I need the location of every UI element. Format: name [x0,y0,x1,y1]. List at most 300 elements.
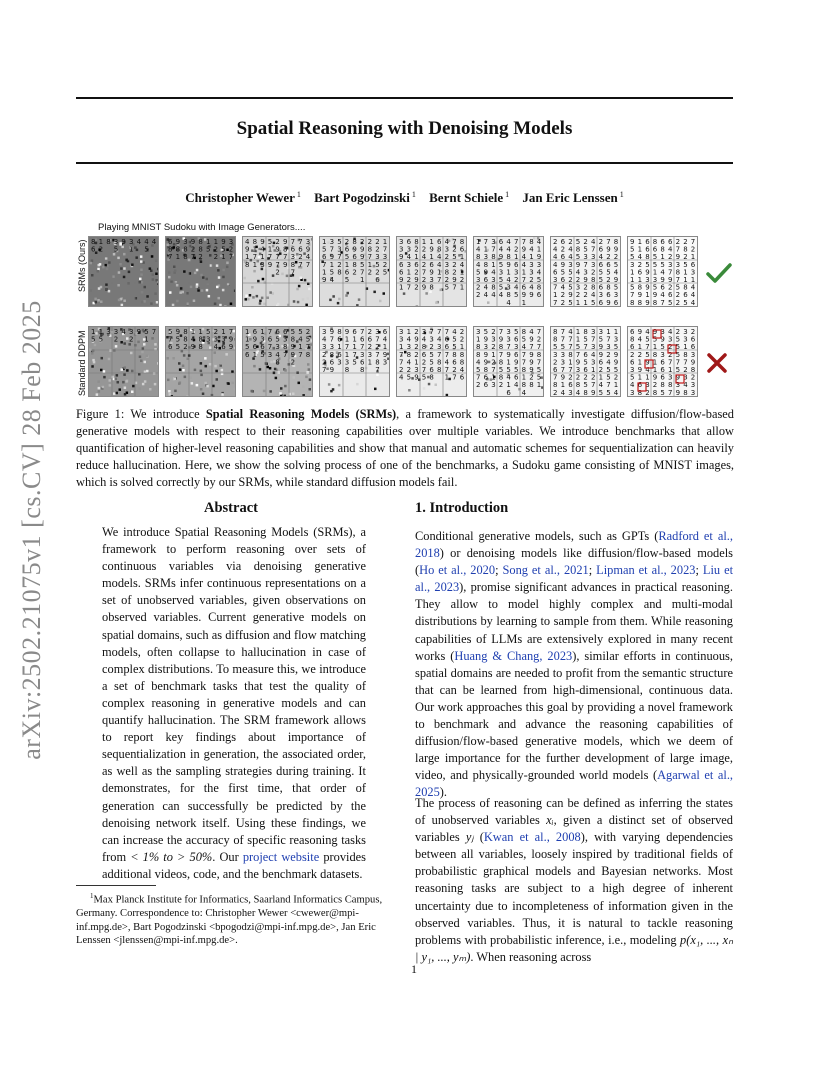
svg-text:2: 2 [491,343,496,352]
svg-text:7: 7 [483,238,489,246]
svg-text:6: 6 [637,268,643,277]
svg-text:3: 3 [630,260,635,269]
svg-text:3: 3 [583,253,588,262]
figure-1 [76,222,736,404]
svg-text:3: 3 [344,358,350,367]
svg-text:4: 4 [668,328,673,336]
svg-text:1: 1 [344,260,350,269]
svg-text:1: 1 [414,358,419,367]
svg-text:2: 2 [514,276,519,284]
citation[interactable]: Kwan et al., 2008 [483,830,581,845]
svg-text:8: 8 [275,358,280,367]
svg-text:7: 7 [568,366,573,374]
svg-text:1: 1 [575,335,581,344]
svg-text:9: 9 [483,358,489,367]
svg-text:2: 2 [476,291,481,300]
svg-text:6: 6 [498,238,504,246]
svg-text:5: 5 [613,283,619,292]
svg-text:5: 5 [382,268,388,277]
svg-text:1: 1 [553,291,558,300]
svg-text:4: 4 [476,358,481,367]
svg-text:4: 4 [483,283,489,292]
svg-text:1: 1 [421,238,427,246]
svg-text:9: 9 [645,268,650,277]
svg-text:6: 6 [337,335,342,344]
svg-text:3: 3 [668,335,673,344]
svg-text:5: 5 [575,238,581,246]
svg-text:2: 2 [606,253,611,262]
svg-text:9: 9 [529,335,534,344]
svg-text:7: 7 [267,328,273,336]
svg-text:6: 6 [322,253,327,262]
svg-text:7: 7 [498,328,504,336]
svg-text:7: 7 [529,343,534,352]
svg-text:6: 6 [483,276,489,284]
svg-text:4: 4 [645,328,650,336]
svg-text:6: 6 [298,245,303,254]
svg-text:9: 9 [560,260,566,269]
svg-text:9: 9 [175,328,181,336]
svg-text:2: 2 [352,268,357,277]
svg-text:6: 6 [606,260,611,269]
svg-text:3: 3 [329,238,335,246]
svg-text:8: 8 [375,358,380,367]
svg-text:1: 1 [514,253,519,262]
svg-text:6: 6 [660,358,665,367]
svg-text:2: 2 [598,366,604,374]
svg-text:6: 6 [437,238,442,246]
svg-text:8: 8 [337,268,342,277]
sudoku-panel [550,326,621,397]
svg-text:9: 9 [483,350,489,359]
svg-text:3: 3 [553,350,558,359]
svg-text:3: 3 [675,381,681,390]
svg-text:1: 1 [483,245,489,254]
svg-text:7: 7 [168,335,173,344]
svg-text:3: 3 [483,253,489,262]
svg-text:7: 7 [690,238,696,246]
svg-text:9: 9 [360,253,365,262]
svg-text:7: 7 [406,283,412,292]
svg-text:8: 8 [652,238,658,246]
svg-text:2: 2 [421,358,427,367]
svg-text:4: 4 [560,283,566,292]
svg-text:9: 9 [652,291,658,300]
svg-text:6: 6 [382,328,388,336]
svg-text:8: 8 [183,245,188,254]
svg-text:8: 8 [245,260,250,269]
svg-text:8: 8 [637,298,643,306]
sudoku-panel [627,326,698,397]
sudoku-panel [319,326,390,397]
svg-text:3: 3 [228,238,234,246]
svg-text:3: 3 [560,350,566,359]
svg-text:4: 4 [506,373,511,382]
svg-text:5: 5 [245,343,250,352]
citation[interactable]: Agarwal et al., 2025 [415,768,734,800]
svg-text:3: 3 [583,268,588,277]
svg-text:1: 1 [683,268,688,277]
svg-text:4: 4 [382,335,388,344]
svg-text:5: 5 [329,268,335,277]
sudoku-panel [165,326,236,397]
svg-text:2: 2 [375,245,380,254]
svg-text:1: 1 [352,343,357,352]
svg-text:4: 4 [613,388,619,396]
svg-text:3: 3 [660,328,665,336]
svg-text:9: 9 [645,298,650,306]
svg-text:3: 3 [382,358,388,367]
row-label-ddpm: Standard DDPM [77,330,87,396]
svg-text:3: 3 [429,335,434,344]
svg-text:2: 2 [228,245,234,254]
svg-text:5: 5 [652,283,658,292]
svg-text:9: 9 [175,238,181,246]
sudoku-panel [242,236,313,307]
svg-text:7: 7 [352,350,357,359]
intro-heading: 1. Introduction [415,500,509,516]
svg-text:8: 8 [198,335,203,344]
svg-text:4: 4 [298,335,303,344]
svg-text:1: 1 [414,253,419,262]
svg-text:1: 1 [245,328,250,336]
svg-text:1: 1 [575,298,581,306]
svg-text:5: 5 [452,253,457,262]
svg-text:5: 5 [645,335,650,344]
svg-text:7: 7 [399,350,404,359]
svg-text:6: 6 [645,245,650,254]
svg-text:4: 4 [421,335,427,344]
svg-text:3: 3 [406,260,412,269]
svg-text:5: 5 [514,291,519,300]
svg-text:9: 9 [598,343,604,352]
svg-text:7: 7 [275,260,280,269]
svg-text:4: 4 [121,328,126,336]
svg-text:4: 4 [568,245,573,254]
svg-text:3: 3 [560,358,566,367]
svg-text:7: 7 [228,253,234,262]
svg-text:9: 9 [121,238,126,246]
svg-text:5: 5 [476,268,481,277]
svg-text:3: 3 [668,373,673,382]
svg-text:2: 2 [553,388,558,396]
title-rule-top [76,97,733,99]
svg-text:9: 9 [228,335,234,344]
svg-text:6: 6 [660,238,665,246]
sudoku-panel [550,236,621,307]
svg-text:4: 4 [514,381,519,390]
svg-text:7: 7 [168,253,173,262]
svg-text:9: 9 [536,253,542,262]
svg-text:9: 9 [228,343,234,352]
svg-text:9: 9 [606,298,611,306]
svg-text:5: 5 [536,366,542,374]
svg-text:5: 5 [652,335,658,344]
svg-text:7: 7 [360,343,365,352]
svg-text:9: 9 [529,350,534,359]
svg-text:8: 8 [660,381,665,390]
svg-text:5: 5 [344,276,350,284]
svg-text:7: 7 [298,238,303,246]
svg-text:2: 2 [113,335,119,344]
svg-text:1: 1 [476,335,481,344]
svg-text:1: 1 [645,291,650,300]
svg-text:6: 6 [360,335,365,344]
svg-text:1: 1 [382,343,388,352]
svg-text:2: 2 [459,328,465,336]
svg-text:7: 7 [536,358,542,367]
svg-text:8: 8 [630,335,635,344]
svg-text:4: 4 [568,328,573,336]
svg-text:1: 1 [429,253,434,262]
svg-text:5: 5 [630,283,635,292]
svg-text:8: 8 [553,328,558,336]
svg-text:2: 2 [668,283,673,292]
svg-text:4: 4 [560,388,566,396]
svg-text:2: 2 [344,238,350,246]
sudoku-panel [473,326,544,397]
paper-title: Spatial Reasoning with Denoising Models [236,118,573,139]
svg-text:4: 4 [645,366,650,374]
svg-text:3: 3 [476,276,481,284]
svg-text:3: 3 [591,260,596,269]
svg-text:9: 9 [322,276,327,284]
svg-text:7: 7 [606,335,611,344]
svg-text:2: 2 [337,260,342,269]
row-label-srm: SRMs (Ours) [77,239,87,292]
svg-text:5: 5 [652,260,658,269]
svg-text:6: 6 [267,335,273,344]
svg-text:4: 4 [437,253,442,262]
svg-text:1: 1 [637,276,643,284]
svg-text:3: 3 [613,335,619,344]
svg-text:5: 5 [275,335,280,344]
svg-text:8: 8 [483,366,489,374]
svg-text:1: 1 [399,343,404,352]
svg-text:4: 4 [444,238,450,246]
svg-text:3: 3 [283,335,288,344]
svg-text:3: 3 [606,343,611,352]
svg-text:1: 1 [613,328,619,336]
svg-text:2: 2 [421,276,427,284]
svg-text:6: 6 [429,260,434,269]
intro-paragraph-1: Conditional generative models, such as GPTs (Radford et al., 2018) or denoising models like diffusion/flow-based models (Ho et al., 2020; Song et al., 2021; Lipman et al., 2023; Liu et al., 2023), promise significant advances in practical reasoning. They allow to model highly complex and multi-modal distributions by learning to sample from them. While reasoning capabilities of LLMs are extensively explored in many recent works (Huang & Chang, 2023), similar efforts in continuous, spatial domains are needed to profit from the semantic structure that can be learned from high-dimensional, continuous data. Our work approaches this goal by providing a novel framework to benchmark and advance the reasoning capabilities of diffusion/flow-based generative models, which we deem of large importance for the further development of large image, video, and physically-grounded world models (Agarwal et al., 2025). [415,529,734,800]
svg-text:2: 2 [606,350,611,359]
svg-text:7: 7 [575,350,581,359]
svg-text:8: 8 [352,260,357,269]
svg-text:3: 3 [375,253,380,262]
svg-text:7: 7 [360,268,365,277]
svg-text:1: 1 [598,373,604,382]
svg-text:6: 6 [560,238,566,246]
svg-text:8: 8 [553,381,558,390]
svg-text:7: 7 [322,260,327,269]
svg-text:6: 6 [367,335,373,344]
svg-text:8: 8 [645,253,650,262]
svg-text:7: 7 [267,343,273,352]
svg-text:2: 2 [553,238,558,246]
figure-caption: Figure 1: We introduce Spatial Reasoning Models (SRMs), a framework to systematically investigate diffusion/flow-based generative models with respect to their reasoning capabilities over multiple variables. We introduce benchmarks that allow quantification of higher-level reasoning capabilities and show that manual and automatic schemes for sequentialization can heavily reduce hallucination. Here, we show the solving process of one of the benchmarks, a Sudoku game consisting of MNIST images, which is solved correctly by our SRMs, while standard diffusion models fail. [76,407,734,489]
svg-text:3: 3 [568,388,573,396]
svg-text:2: 2 [375,343,380,352]
svg-text:1: 1 [536,245,542,254]
svg-text:3: 3 [568,260,573,269]
svg-text:3: 3 [406,343,412,352]
svg-text:8: 8 [198,343,203,352]
svg-text:8: 8 [613,238,619,246]
svg-text:2: 2 [367,343,373,352]
svg-text:7: 7 [506,343,511,352]
svg-text:1: 1 [521,298,527,306]
svg-text:3: 3 [267,350,273,359]
project-website-link[interactable]: project website [242,849,320,864]
svg-text:3: 3 [683,373,688,382]
svg-text:5: 5 [498,260,504,269]
svg-text:5: 5 [429,358,434,367]
citation[interactable]: Huang & Chang, 2023 [454,648,573,663]
svg-text:7: 7 [298,350,303,359]
svg-text:6: 6 [690,343,696,352]
svg-text:5: 5 [675,343,681,352]
svg-text:2: 2 [414,343,419,352]
svg-text:7: 7 [275,253,280,262]
svg-text:3: 3 [113,328,119,336]
svg-text:6: 6 [459,245,465,254]
svg-text:9: 9 [329,328,335,336]
svg-text:4: 4 [421,253,427,262]
svg-text:2: 2 [560,291,566,300]
svg-text:3: 3 [575,283,581,292]
svg-text:2: 2 [429,343,434,352]
svg-text:2: 2 [575,276,581,284]
svg-text:7: 7 [560,366,566,374]
svg-text:5: 5 [598,276,604,284]
svg-text:8: 8 [683,245,688,254]
svg-text:1: 1 [575,328,581,336]
svg-text:8: 8 [352,238,357,246]
svg-text:9: 9 [344,328,350,336]
svg-text:7: 7 [437,276,442,284]
svg-text:1: 1 [406,268,412,277]
citation[interactable]: Ho et al., 2020 [419,563,496,578]
svg-text:9: 9 [190,238,196,246]
svg-text:8: 8 [476,350,481,359]
svg-text:8: 8 [175,245,181,254]
svg-text:3: 3 [613,291,619,300]
svg-text:2: 2 [459,335,465,344]
svg-text:5: 5 [221,245,226,254]
svg-text:1: 1 [252,245,258,254]
svg-text:7: 7 [444,350,450,359]
svg-text:3: 3 [683,328,688,336]
citation[interactable]: Radford et al., 2018 [415,529,733,561]
svg-text:1: 1 [521,268,527,277]
svg-text:3: 3 [645,276,650,284]
svg-text:2: 2 [305,328,311,336]
svg-text:2: 2 [529,276,534,284]
svg-text:6: 6 [414,260,419,269]
svg-text:5: 5 [575,343,581,352]
svg-text:5: 5 [583,335,588,344]
svg-text:9: 9 [221,238,226,246]
svg-text:9: 9 [529,358,534,367]
svg-text:4: 4 [190,335,196,344]
svg-text:5: 5 [630,373,635,382]
svg-text:2: 2 [591,373,596,382]
svg-text:1: 1 [129,245,134,254]
svg-text:1: 1 [630,276,635,284]
svg-text:5: 5 [660,260,665,269]
citation[interactable]: Lipman et al., 2023 [596,563,696,578]
sudoku-panel [88,326,159,397]
svg-text:1: 1 [560,381,566,390]
svg-text:2: 2 [476,381,481,390]
svg-text:3: 3 [529,268,534,277]
svg-text:9: 9 [382,350,388,359]
svg-text:4: 4 [476,245,481,254]
citation[interactable]: Song et al., 2021 [502,563,589,578]
svg-text:1: 1 [529,253,534,262]
svg-text:2: 2 [553,358,558,367]
svg-text:5: 5 [613,366,619,374]
svg-text:5: 5 [352,358,357,367]
svg-text:4: 4 [305,253,311,262]
svg-text:9: 9 [329,366,335,374]
svg-text:6: 6 [606,291,611,300]
svg-text:7: 7 [675,276,681,284]
svg-text:6: 6 [660,373,665,382]
svg-text:5: 5 [675,366,681,374]
svg-text:3: 3 [221,335,226,344]
svg-text:9: 9 [414,276,419,284]
svg-text:2: 2 [690,328,696,336]
citation[interactable]: Liu et al., 2023 [415,563,734,595]
svg-text:5: 5 [452,335,457,344]
svg-text:9: 9 [245,245,250,254]
svg-text:1: 1 [506,381,511,390]
svg-text:4: 4 [637,335,643,344]
svg-text:1: 1 [190,328,196,336]
svg-text:9: 9 [275,245,280,254]
svg-text:2: 2 [298,253,303,262]
svg-text:6: 6 [429,366,434,374]
svg-text:7: 7 [437,328,442,336]
svg-text:7: 7 [290,238,296,246]
svg-text:9: 9 [568,291,573,300]
svg-text:2: 2 [275,268,280,277]
svg-text:4: 4 [536,238,542,246]
svg-text:3: 3 [406,245,412,254]
author: Bernt Schiele $^1$ [429,190,510,206]
svg-text:4: 4 [491,291,496,300]
svg-text:5: 5 [668,298,673,306]
svg-text:2: 2 [529,373,534,382]
svg-text:2: 2 [414,268,419,277]
svg-text:9: 9 [483,268,489,277]
svg-text:3: 3 [382,253,388,262]
svg-text:6: 6 [613,298,619,306]
svg-text:1: 1 [360,276,365,284]
svg-text:1: 1 [459,268,465,277]
svg-text:9: 9 [690,358,696,367]
svg-text:8: 8 [529,238,534,246]
svg-text:6: 6 [399,260,404,269]
svg-text:7: 7 [375,335,380,344]
svg-text:4: 4 [613,268,619,277]
svg-text:1: 1 [382,238,388,246]
svg-text:5: 5 [553,343,558,352]
svg-text:1: 1 [98,328,104,336]
